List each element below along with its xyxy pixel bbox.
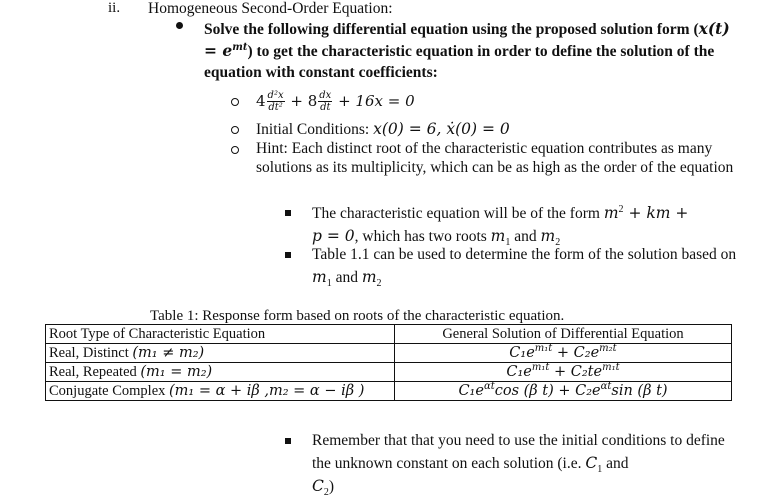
sub1-r1: m: [490, 227, 506, 245]
sub1-and: and: [510, 228, 541, 245]
solution-cell: [395, 382, 732, 401]
table-row: [46, 344, 732, 363]
root-type-cell: [46, 363, 395, 382]
solution-cell: [395, 363, 732, 382]
sub1-sup: 2: [618, 203, 624, 215]
instruction-after: ) to get the characteristic equation in order to define the solution of the equation with constant coefficients:: [204, 43, 715, 81]
sub1-text2: , which has two roots: [354, 228, 491, 245]
circle-bullet-icon: [231, 126, 239, 134]
sub-bullet-characteristic: [312, 202, 742, 248]
ic-math: x(0) = 6, ẋ(0) = 0: [373, 120, 510, 138]
sub1-r1-sub: 1: [505, 237, 511, 249]
eq-frac1-den: dt²: [268, 101, 283, 113]
solution-text: $C_1e^{\alpha t}\cos$ (β $t) + C_2e^{\alpha t}\sin$ (β t): [458, 381, 668, 399]
sub2-r2-sub: 2: [376, 278, 382, 290]
solution-text: $C_1e^{m_1t} + C_2te^{m_1t}$: [506, 362, 620, 380]
instruction-before: Solve the following differential equation using the proposed solution form (: [204, 21, 699, 38]
remember-and: and: [602, 455, 629, 472]
eq-frac1-num: d²x: [267, 89, 284, 101]
sub1-km: + km +: [623, 204, 689, 222]
sub1-p: p = 0: [312, 227, 355, 245]
sub2-r1-sub: 1: [326, 278, 332, 290]
eq-frac2-num: dx: [319, 89, 332, 101]
bullet-dot-icon: [176, 22, 183, 29]
solution-text: $C_1e^{m_1t} + C_2e^{m_2t}$: [509, 343, 617, 361]
instruction-form: x(t) = e: [204, 19, 730, 60]
sub1-text: The characteristic equation will be of the form: [312, 205, 604, 222]
table-row: [46, 363, 732, 382]
eq-frac2: [318, 90, 332, 113]
root-type-text: Conjugate Complex: [49, 382, 170, 399]
circle-bullet-icon: [231, 146, 239, 154]
remember-main: Remember that that you need to use the initial conditions to define the unknown constant on each solution (i.e.: [312, 432, 725, 472]
root-type-text: Real, Distinct: [49, 344, 133, 361]
root-type-math: (m₁ = m₂): [140, 363, 213, 380]
root-type-cell: [46, 344, 395, 363]
remember-text: [312, 430, 742, 498]
section-title: Homogeneous Second-Order Equation:: [148, 0, 393, 17]
remember-c1-sub: 1: [597, 464, 603, 476]
hint-text: Hint: Each distinct root of the characteristic equation contributes as many solutions as its multiplicity, which can be as high as the order of the equation: [256, 140, 734, 176]
instruction-form-exp: mt: [232, 41, 248, 53]
square-bullet-icon: [285, 252, 291, 258]
table-caption: Table 1: Response form based on roots of the characteristic equation.: [150, 308, 565, 324]
solution-cell: [395, 344, 732, 363]
eq-rest: + 16x = 0: [333, 92, 415, 110]
sub2-r2: m: [361, 268, 377, 286]
eq-frac2-den: dt: [320, 101, 331, 113]
sub2-r1: m: [312, 268, 327, 286]
initial-conditions: [256, 120, 510, 139]
root-type-math: (m₁ = α + iβ ,m₂ = α − iβ ): [169, 382, 365, 399]
sub2-and: and: [331, 269, 362, 286]
sub1-r2: m: [540, 227, 556, 245]
square-bullet-icon: [285, 438, 291, 444]
sub-bullet-table-ref: [312, 244, 742, 289]
table-header-row: [46, 325, 732, 344]
remember-close: ): [328, 478, 335, 495]
instruction-text: [204, 18, 744, 83]
square-bullet-icon: [285, 210, 291, 216]
circle-bullet-icon: [231, 98, 239, 106]
eq-plus1: + 8: [285, 92, 318, 110]
sub1-m: m: [603, 204, 619, 222]
response-form-table: [45, 324, 732, 401]
root-type-math: (m₁ ≠ m₂): [132, 344, 205, 361]
table-header: General Solution of Differential Equation: [395, 325, 732, 344]
table-header: Root Type of Characteristic Equation: [46, 325, 395, 344]
sub1-r2-sub: 2: [555, 237, 561, 249]
ic-label: Initial Conditions:: [256, 121, 374, 138]
remember-c2: C: [312, 477, 324, 495]
root-type-text: Real, Repeated: [49, 363, 141, 380]
eq-frac1: [267, 90, 285, 113]
remember-c1: C: [585, 454, 598, 472]
table-row: [46, 382, 732, 401]
sub2-text: Table 1.1 can be used to determine the form of the solution based on: [312, 246, 737, 263]
eq-coef1: 4: [256, 92, 266, 110]
differential-equation: [256, 88, 415, 114]
section-numeral: ii.: [108, 0, 121, 16]
root-type-cell: [46, 382, 395, 401]
remember-c2-sub: 2: [323, 487, 329, 499]
